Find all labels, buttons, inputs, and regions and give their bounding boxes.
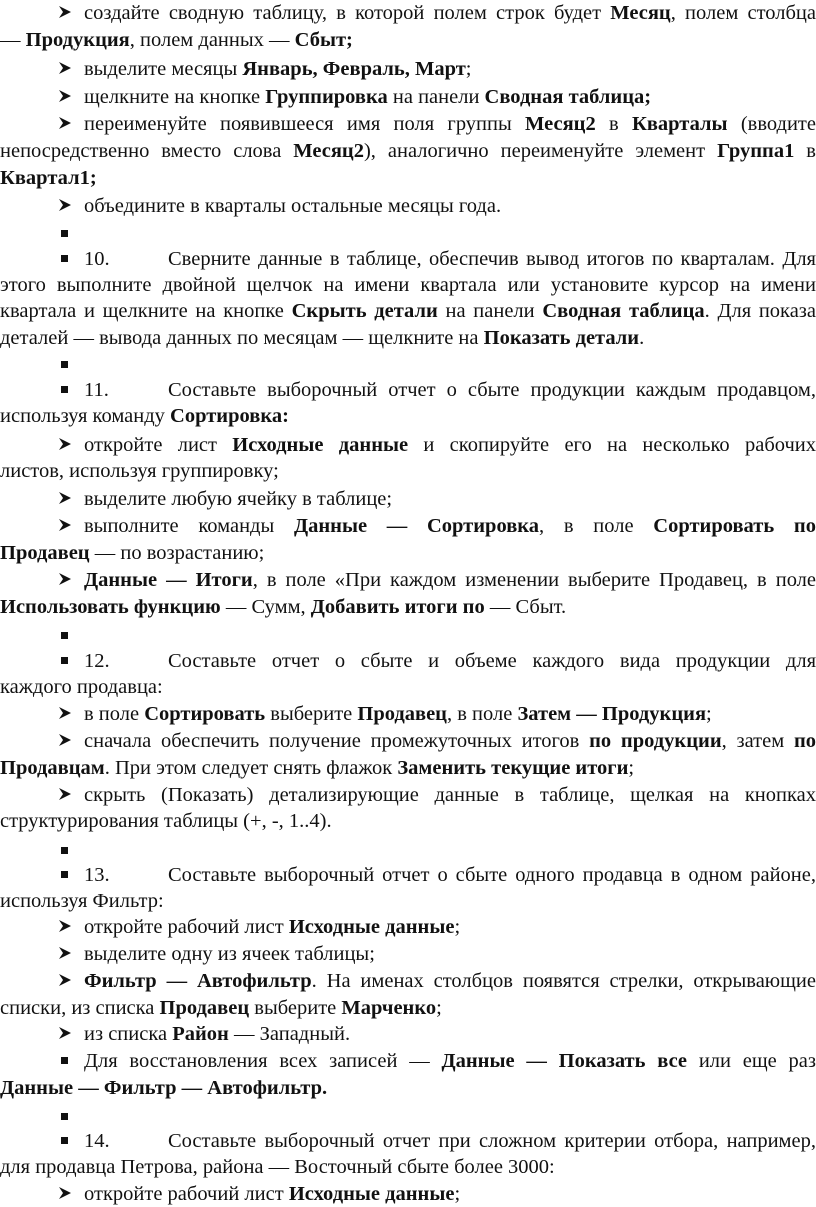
- arrow-bullet-icon: [58, 572, 72, 586]
- text-run: скрыть (Показать) детализирующие данные в таблице, щелкая на кнопках: [84, 784, 816, 806]
- bullet-line: [0, 432, 816, 458]
- bullet-line: [0, 1181, 816, 1207]
- arrow-bullet-icon: [58, 733, 72, 747]
- bullet-line: [0, 1021, 816, 1047]
- text-run: переименуйте появившееся имя поля группы Месяц2 в Кварталы (вводите: [84, 113, 816, 135]
- empty-list-item: [0, 1104, 816, 1130]
- text-run: Составьте выборочный отчет о сбыте продукции каждым продавцом,: [168, 379, 816, 401]
- empty-list-item: [0, 221, 816, 247]
- text-line: этого выполните двойной щелчок на имени квартала или установите курсор на имени: [0, 274, 816, 296]
- empty-list-item: [0, 352, 816, 378]
- arrow-bullet-icon: [58, 5, 72, 19]
- numbered-item: [0, 246, 816, 272]
- text-line: каждого продавца:: [0, 676, 163, 698]
- bullet-line: [0, 567, 816, 593]
- text-line: Данные — Фильтр — Автофильтр.: [0, 1077, 328, 1099]
- square-bullet-line: [0, 1048, 816, 1074]
- text-line: листов, используя группировку;: [0, 460, 279, 482]
- bullet-line: [0, 84, 816, 110]
- text-run: Для восстановления всех записей — Данные — Показать все или еще раз: [84, 1050, 816, 1072]
- text-run: сначала обеспечить получение промежуточных итогов по продукции, затем по: [84, 730, 816, 752]
- item-number: 12.: [84, 650, 110, 672]
- item-number: 13.: [84, 864, 110, 886]
- arrow-bullet-icon: [58, 61, 72, 75]
- arrow-bullet-icon: [58, 518, 72, 532]
- square-bullet-icon: [61, 847, 68, 854]
- text-run: выполните команды Данные — Сортировка, в поле Сортировать по: [84, 515, 816, 537]
- numbered-item: [0, 377, 816, 403]
- text-run: откройте рабочий лист Исходные данные;: [84, 1183, 461, 1205]
- square-bullet-icon: [61, 1113, 68, 1120]
- arrow-bullet-icon: [58, 491, 72, 505]
- empty-list-item: [0, 838, 816, 864]
- arrow-bullet-icon: [58, 1186, 72, 1200]
- square-bullet-icon: [61, 361, 68, 368]
- bullet-line: [0, 914, 816, 940]
- numbered-item: [0, 1128, 816, 1154]
- text-run: Фильтр — Автофильтр. На именах столбцов появятся стрелки, открывающие: [84, 970, 816, 992]
- text-run: Составьте выборочный отчет при сложном критерии отбора, например,: [168, 1130, 816, 1152]
- text-line: используя Фильтр:: [0, 890, 164, 912]
- square-bullet-icon: [61, 386, 68, 393]
- arrow-bullet-icon: [58, 198, 72, 212]
- bullet-line: [0, 111, 816, 137]
- text-line: Продавец — по возрастанию;: [0, 542, 265, 564]
- bullet-line: [0, 782, 816, 808]
- text-line: Квартал1;: [0, 167, 97, 189]
- text-run: откройте лист Исходные данные и скопируйте его на несколько рабочих: [84, 434, 816, 456]
- bullet-line: [0, 56, 816, 82]
- arrow-bullet-icon: [58, 1026, 72, 1040]
- text-run: из списка Район — Западный.: [84, 1023, 351, 1045]
- arrow-bullet-icon: [58, 973, 72, 987]
- bullet-line: [0, 486, 816, 512]
- item-number: 10.: [84, 248, 110, 270]
- empty-list-item: [0, 623, 816, 649]
- arrow-bullet-icon: [58, 89, 72, 103]
- text-run: откройте рабочий лист Исходные данные;: [84, 916, 461, 938]
- square-bullet-icon: [61, 632, 68, 639]
- text-run: выделите любую ячейку в таблице;: [84, 488, 393, 510]
- bullet-line: [0, 513, 816, 539]
- text-line: Использовать функцию — Сумм, Добавить итоги по — Сбыт.: [0, 596, 567, 618]
- numbered-item: [0, 648, 816, 674]
- text-line: — Продукция, полем данных — Сбыт;: [0, 29, 353, 51]
- text-run: Данные — Итоги, в поле «При каждом изменении выберите Продавец, в поле: [84, 569, 816, 591]
- square-bullet-icon: [61, 230, 68, 237]
- item-number: 11.: [84, 379, 109, 401]
- text-run: объедините в кварталы остальные месяцы года.: [84, 195, 502, 217]
- bullet-line: [0, 968, 816, 994]
- bullet-line: [0, 941, 816, 967]
- arrow-bullet-icon: [58, 706, 72, 720]
- bullet-line: [0, 0, 816, 26]
- arrow-bullet-icon: [58, 437, 72, 451]
- text-line: списки, из списка Продавец выберите Марченко;: [0, 997, 442, 1019]
- square-bullet-icon: [61, 255, 68, 262]
- item-number: 14.: [84, 1130, 110, 1152]
- square-bullet-icon: [61, 1137, 68, 1144]
- numbered-item: [0, 862, 816, 888]
- arrow-bullet-icon: [58, 116, 72, 130]
- text-run: Составьте выборочный отчет о сбыте одного продавца в одном районе,: [168, 864, 816, 886]
- square-bullet-icon: [61, 657, 68, 664]
- text-line: непосредственно вместо слова Месяц2), аналогично переименуйте элемент Группа1 в: [0, 140, 816, 162]
- text-line: используя команду Сортировка:: [0, 405, 289, 427]
- square-bullet-icon: [61, 871, 68, 878]
- text-line: структурирования таблицы (+, -, 1..4).: [0, 810, 332, 832]
- text-run: Составьте отчет о сбыте и объеме каждого вида продукции для: [168, 650, 816, 672]
- text-run: щелкните на кнопке Группировка на панели Сводная таблица;: [84, 86, 652, 108]
- bullet-line: [0, 701, 816, 727]
- bullet-line: [0, 728, 816, 754]
- bullet-line: [0, 193, 816, 219]
- text-run: выделите одну из ячеек таблицы;: [84, 943, 375, 965]
- arrow-bullet-icon: [58, 946, 72, 960]
- text-run: в поле Сортировать выберите Продавец, в поле Затем — Продукция;: [84, 703, 712, 725]
- square-bullet-icon: [61, 1057, 68, 1064]
- text-line: Продавцам. При этом следует снять флажок Заменить текущие итоги;: [0, 757, 635, 779]
- text-run: создайте сводную таблицу, в которой полем строк будет Месяц, полем столбца: [84, 2, 816, 24]
- text-line: деталей — вывода данных по месяцам — щелкните на Показать детали.: [0, 327, 645, 349]
- arrow-bullet-icon: [58, 919, 72, 933]
- text-line: квартала и щелкните на кнопке Скрыть детали на панели Сводная таблица. Для показа: [0, 300, 816, 322]
- arrow-bullet-icon: [58, 787, 72, 801]
- text-line: для продавца Петрова, района — Восточный сбыте более 3000:: [0, 1156, 555, 1178]
- text-run: выделите месяцы Январь, Февраль, Март;: [84, 58, 472, 80]
- text-run: Сверните данные в таблице, обеспечив вывод итогов по кварталам. Для: [168, 248, 816, 270]
